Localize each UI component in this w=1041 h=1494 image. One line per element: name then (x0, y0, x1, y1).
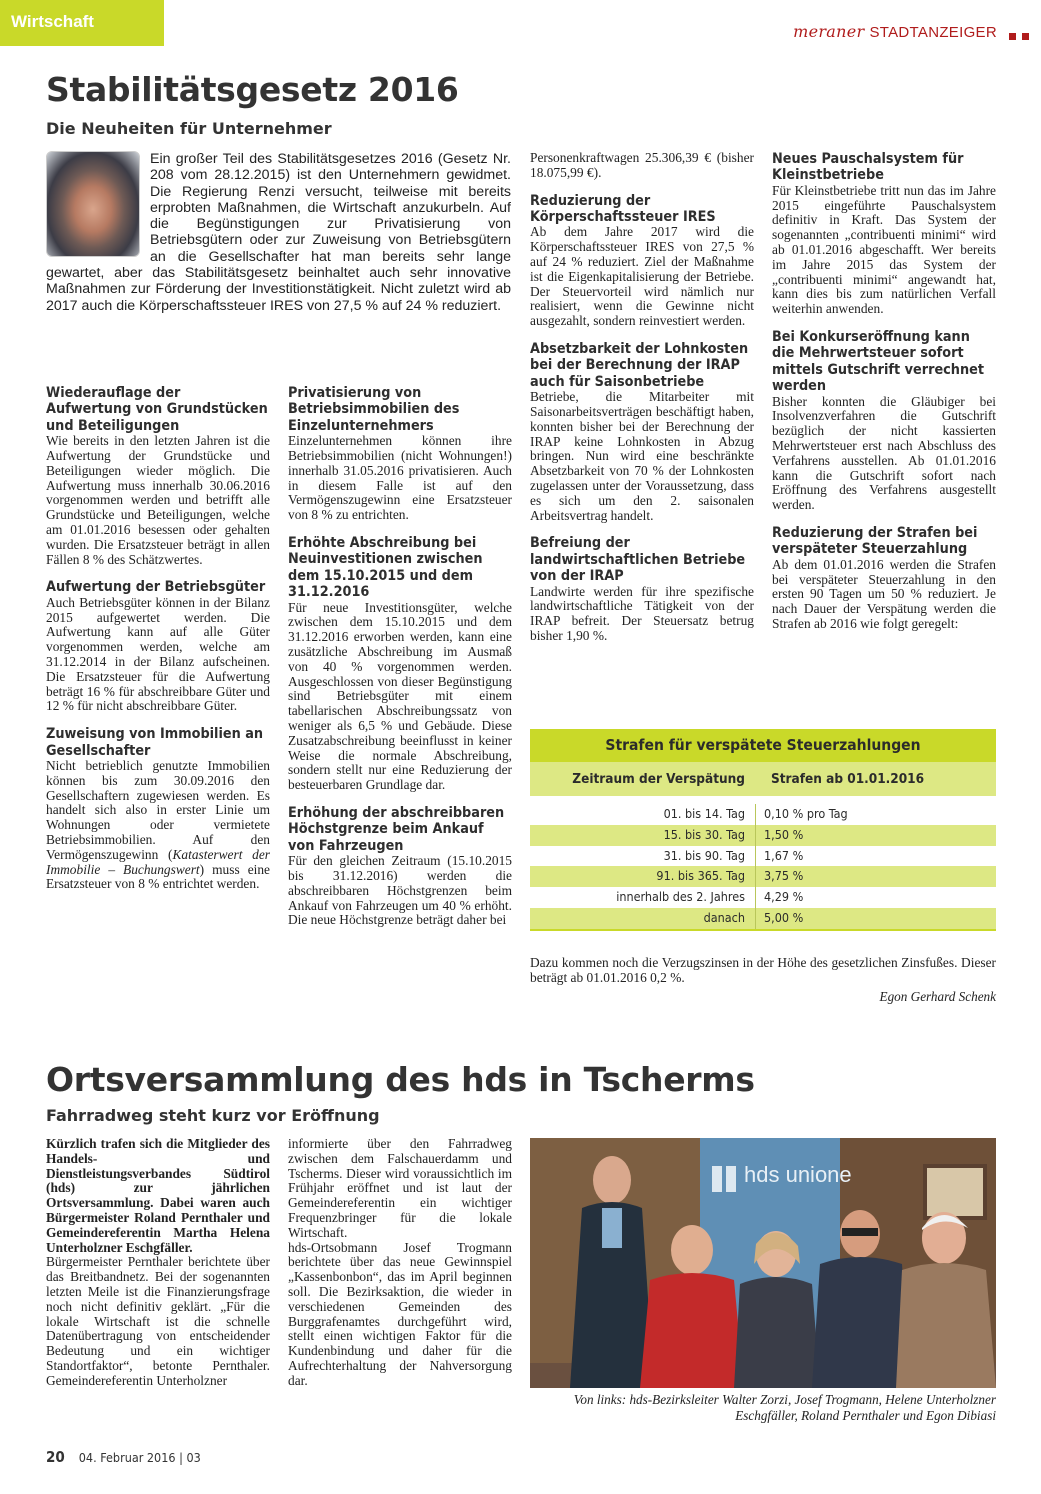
table-title: Strafen für verspätete Steuerzahlungen (530, 729, 996, 762)
article2-intro: Kürzlich trafen sich die Mitglieder des Handels- und Dienstleistungsverbandes Südtirol (hds) zur jährlichen Ortsversammlung. Dabei waren auch Bürgermeister Roland Pernthaler und Gemeindereferentin Martha Helena Unterholzner Eschgfäller. (46, 1136, 270, 1255)
article1-subtitle: Die Neuheiten für Unternehmer (46, 119, 332, 138)
article2-col2-text: informierte über den Fahrradweg zwischen dem Falschauerdamm und Tscherms. Dieser wird voraussichtlich im Frühjahr eröffnet und ist laut der Gemeindereferentin ein wichtiger Frequenzbringer für die lokale Wirtschaft. (288, 1136, 512, 1240)
after-table-block (530, 956, 996, 1004)
page-footer (46, 1447, 201, 1466)
col3-text-2: Betriebe, die Mitarbeiter mit Saisonarbeitsverträgen beschäftigt haben, konnten bisher bei der Berechnung der IRAP keine Lohnkosten in Abzug bringen. Nun wird eine beschränkte Absetzbarkeit von 70 % der Lohnkosten zugelassen unter der Voraussetzung, dass es sich um den 2. saisonalen Arbeitsvertrag handelt. (530, 389, 754, 523)
col2-text-2: Für neue Investitionsgüter, welche zwischen dem 15.10.2015 und dem 31.12.2016 erworben werden, kann eine zusätzliche Abschreibung im Ausmaß von 40 % vorgenommen werden. Ausgeschlossen von dieser Begünstigung sind Betriebsgüter mit einem tabellarischen Abschreibungssatz von weniger als 6,5 % und Gebäude. Diese Zusatzabschreibung beeinflusst in keiner Weise die normale Abschreibung, sondern stellt nur eine Reduzierung der besteuerbaren Grundlage dar. (288, 599, 512, 793)
article1-col4 (772, 151, 996, 644)
table-header-period: Zeitraum der Verspätung (572, 771, 745, 787)
masthead-squares (1003, 27, 1029, 45)
table-row: 15. bis 30. Tag 1,50 % (530, 825, 996, 846)
table-row: 01. bis 14. Tag 0,10 % pro Tag (530, 804, 996, 825)
col4-text-2: Bisher konnten die Gläubiger bei Insolvenzverfahren die Gutschrift bezüglich der nicht kassierten Mehrwertsteuer erst nach Abschluss des Verfahrens ausstellen. Ab 01.01.2016 kann die Gutschrift sofort nach Eröffnung des Verfahrens ausgestellt werden. (772, 393, 996, 513)
article2-title: Ortsversammlung des hds in Tscherms (46, 1060, 755, 1099)
table-row: 91. bis 365. Tag 3,75 % (530, 866, 996, 887)
col2-heading-3: Erhöhung der abschreibbaren Höchstgrenze beim Ankauf von Fahrzeugen (288, 804, 505, 854)
col2-text-1: Einzelunternehmen können ihre Betriebsimmobilien (nicht Wohnungen!) innerhalb 31.05.2016 privatisieren. Auch in diesem Falle ist auf den Vermögenszugewinn eine Ersatzsteuer von 8 % zu entrichten. (288, 433, 512, 523)
table-header-penalty: Strafen ab 01.01.2016 (771, 771, 925, 787)
col4-heading-2: Bei Konkurseröffnung kann die Mehrwertsteuer sofort mittels Gutschrift verrechnet werden (772, 328, 984, 395)
article1-col1 (46, 385, 270, 904)
table-row: 31. bis 90. Tag 1,67 % (530, 846, 996, 867)
col3-heading-3: Befreiung der landwirtschaftlichen Betriebe von der IRAP (530, 535, 746, 585)
col2-heading-2: Erhöhte Abschreibung bei Neuinvestitionen zwischen dem 15.10.2015 und dem 31.12.2016 (288, 535, 483, 601)
col4-text-1: Für Kleinstbetriebe tritt nun das im Jahre 2015 eingeführte Pauschalsystem definitiv in Kraft. Das System der sogenannten „contribuenti minimi“ wird ab 01.01.2016 abgeschafft. Wer bereits im Jahre 2015 das System der „contribuenti minimi“ angewandt hat, kann dies bis zum natürlichen Verfall weiterhin anwenden. (772, 182, 996, 317)
col4-text-3: Ab dem 01.01.2016 werden die Strafen bei verspäteter Steuerzahlung in den ersten 90 Tagen um 50 % reduziert. Je nach Dauer der Verspätung werden die Strafen ab 2016 wie folgt geregelt: (772, 556, 996, 631)
col1-heading-1: Wiederauflage der Aufwertung von Grundstücken und Beteiligungen (46, 385, 268, 434)
article1-col3 (530, 151, 754, 656)
col3-text-3: Landwirte werden für ihre spezifische landwirtschaftliche Tätigkeit von der IRAP befreit. Der Steuersatz betrug bisher 1,90 %. (530, 583, 754, 643)
col3-text-1: Ab dem Jahre 2017 wird die Körperschaftssteuer IRES von 27,5 % auf 24 % reduziert. Ziel der Maßnahme ist die Eigenkapitalisierung der Betriebe. Der Steuervorteil wird nämlich nur realisiert, wenn die Gewinne nicht ausgezahlt, sondern reinvestiert werden. (530, 224, 754, 329)
col3-heading-1: Reduzierung der Körperschaftssteuer IRES (530, 192, 716, 225)
article2-col1-text: Bürgermeister Pernthaler berichtete über das Breitbandnetz. Bei der sogenannten letzten Meile ist die Finanzierungsfrage noch nicht definitiv geklärt. „Für die lokale Wirtschaft ist die schnelle Datenübertragung von entscheidender Bedeutung und ein wichtiger Standortfaktor“, betonte Pernthaler. Gemeindereferentin Unterholzner (46, 1254, 270, 1388)
col3-heading-2: Absetzbarkeit der Lohnkosten bei der Berechnung der IRAP auch für Saisonbetriebe (530, 340, 749, 390)
col1-text-3: Nicht betrieblich genutzte Immobilien können bis zum 30.09.2016 den Gesellschaftern zugewiesen werden. Es handelt sich also in erster Linie um Wohnungen oder vermietete Betriebsimmobilien. Auf den Vermögenszugewinn (Katasterwert der Immobilie – Buchungswert) muss eine Ersatzsteuer von 8 % entrichtet werden. (46, 757, 270, 892)
photo-banner-text: hds unione (744, 1162, 852, 1187)
table-header-row (530, 762, 996, 796)
col1-heading-3: Zuweisung von Immobilien an Gesellschafter (46, 726, 264, 759)
after-table-text: Dazu kommen noch die Verzugszinsen in der Höhe des gesetzlichen Zinsfußes. Dieser beträgt ab 01.01.2016 0,2 %. (530, 955, 996, 985)
table-row: innerhalb des 2. Jahres 4,29 % (530, 887, 996, 908)
table-row: danach 5,00 % (530, 908, 996, 931)
col1-heading-2: Aufwertung der Betriebsgüter (46, 579, 266, 596)
article2-col2-text2: hds-Ortsobmann Josef Trogmann berichtete über das neue Gewinnspiel „Kassenbonbon“, das im April beginnen soll. Die Bezirksaktion, die wieder in verschiedenen Gemeinden des Burggrafenamtes durchgeführt wird, stellt einen wichtigen Faktor für die Kundenbindung und daher für die Aufrechterhaltung der Nahversorgung dar. (288, 1239, 512, 1388)
article1-lead: Ein großer Teil des Stabilitätsgesetzes 2016 (Gesetz Nr. 208 vom 28.12.2015) ist den Unternehmern gewidmet. Die Regierung Renzi versucht, teilweise mit bereits erprobten Maßnahmen, die Wirtschaft anzukurbeln. Auf die Begünstigungen zur Privatisierung von Betriebsgütern oder zur Zuweisung von Betriebsgütern an die Gesellschafter hat man bereits sehr lange gewartet, aber das Stabilitätsgesetz beinhaltet auch sehr innovative Maßnahmen zur Förderung der Investitionstätigkeit. Nicht zuletzt wird ab 2017 auch die Körperschaftssteuer IRES von 27,5 % auf 24 % reduziert. (46, 151, 511, 314)
article2-col2 (288, 1137, 512, 1389)
masthead-name: STADTANZEIGER (869, 24, 997, 41)
section-tag: Wirtschaft (0, 0, 164, 46)
issue-date: 04. Februar 2016 | 03 (78, 1450, 201, 1465)
col2-text-3: Für den gleichen Zeitraum (15.10.2015 bis 31.12.2016) werden die abschreibbaren Höchstgrenzen beim Ankauf von Fahrzeugen um 40 % erhöht. Die neue Höchstgrenze beträgt daher bei (288, 853, 512, 928)
penalty-table (530, 729, 996, 931)
masthead-script: meraner (793, 22, 865, 41)
col2-heading-1: Privatisierung von Betriebsimmobilien des Einzelunternehmers (288, 385, 460, 434)
group-photo (530, 1138, 996, 1388)
col1-text-1: Wie bereits in den letzten Jahren ist die Aufwertung der Grundstücke und Beteiligungen wieder möglich. Die Aufwertung muss innerhalb 30.06.2016 vorgenommen werden und betrifft alle Grundstücke und Beteiligungen, welche am 01.01.2016 besessen oder gehalten wurden. Die Ersatzsteuer beträgt in allen Fällen 8 % des Schätzwertes. (46, 433, 270, 567)
article1-col2 (288, 385, 512, 940)
article1-author: Egon Gerhard Schenk (879, 988, 996, 1004)
article1-title: Stabilitätsgesetz 2016 (46, 70, 459, 109)
author-portrait (46, 151, 140, 257)
article2-col1 (46, 1137, 270, 1389)
col4-heading-1: Neues Pauschalsystem für Kleinstbetriebe (772, 151, 964, 184)
article1-lead-block (46, 151, 511, 314)
col1-text-2: Auch Betriebsgüter können in der Bilanz 2015 aufgewertet werden. Die Aufwertung kann auf alle Güter vorgenommen werden, welche am 31.12.2014 in der Bilanz aufscheinen. Die Ersatzsteuer für die Aufwertung beträgt 16 % für abschreibbare Güter und 12 % für nicht abschreibbare Güter. (46, 594, 270, 714)
col4-heading-3: Reduzierung der Strafen bei verspäteter Steuerzahlung (772, 524, 978, 558)
article2-subtitle: Fahrradweg steht kurz vor Eröffnung (46, 1106, 380, 1125)
masthead (793, 22, 997, 41)
photo-caption: Von links: hds-Bezirksleiter Walter Zorzi, Josef Trogmann, Helene Unterholzner Eschgfäller, Roland Pernthaler und Egon Dibiasi (573, 1392, 996, 1423)
page-number: 20 (46, 1448, 65, 1466)
col3-intro: Personenkraftwagen 25.306,39 € (bisher 18.075,99 €). (530, 150, 754, 180)
